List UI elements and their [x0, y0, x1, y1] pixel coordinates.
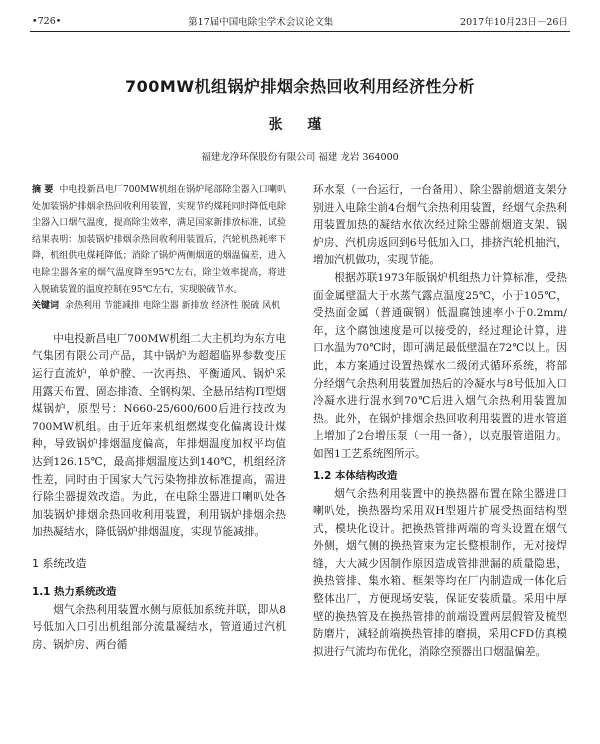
- conference-date: 2017年10月23日－26日: [460, 17, 568, 28]
- section-1-2-heading: 1.2 本体结构改造: [313, 469, 398, 482]
- keywords: [32, 298, 286, 315]
- abstract: [32, 182, 286, 298]
- continued-paragraph: 环水泵（一台运行，一台备用）、除尘器前烟道支架分别进入电除尘前4台烟气余热利用装置，经烟气余热利用装置加热的凝结水依次经过除尘器前烟道支架、锅炉房、汽机房返回到6号低加入口，排挤汽轮机抽汽，增加汽机做功，实现节能。: [313, 184, 567, 267]
- paper-title: 700MW机组锅炉排烟余热回收利用经济性分析: [125, 77, 475, 96]
- header-rule: [30, 31, 570, 32]
- keywords-label: 关键词: [32, 301, 60, 312]
- proceedings-title: 第17届中国电除尘学术会议论文集: [188, 17, 334, 28]
- section-1-1-heading: 1.1 热力系统改造: [32, 585, 117, 598]
- section-1-heading: 1 系统改造: [32, 556, 87, 570]
- section-1-1-text: 烟气余热利用装置水侧与原低加系统并联，即从8号低加入口引出机组部分流量凝结水，管道通过汽机房、锅炉房、两台循: [32, 603, 286, 652]
- author-name: 张 瑾: [268, 117, 332, 133]
- right-column: [313, 182, 567, 661]
- spacer: [32, 315, 286, 331]
- corrosion-paragraph: 根据苏联1973年版锅炉机组热力计算标准，受热面金属壁温大于水蒸气露点温度25℃，小于105℃，受热面金属（普通碳钢）低温腐蚀速率小于0.2mm/年，这个腐蚀速度是可以接受的，经过理论计算，进口水温为70℃时，即可满足最低壁温在72℃以上。因此，本方案通过设置热媒水二级闭式循环系统，将部分经烟气余热利用装置加热后的冷凝水与8号低加入口冷凝水进行混水到70℃后进入烟气余热利用装置加热。此外，在锅炉排烟余热回收利用装置的进水管道上增加了2台增压泵（一用一备），以克服管道阻力。如图1工艺系统图所示。: [313, 271, 567, 460]
- running-header: [32, 13, 568, 29]
- page-number: •726•: [32, 15, 62, 27]
- left-column: [32, 182, 286, 655]
- abstract-text: 中电投新昌电厂700MW机组在锅炉尾部除尘器入口喇叭处加装锅炉排烟余热回收利用装置，实现节约煤耗同时降低电除尘器入口烟气温度，提高除尘效率，满足国家新排放标准，试验结果表明：加装锅炉排烟余热回收利用装置后，汽轮机热耗率下降，机组供电煤耗降低；消除了锅炉两侧烟道的烟温偏差，进入电除尘器各室的烟气温度降至95℃左右，除尘效率提高，将进入脱硫装置的温度控制在95℃左右，实现脱硫节水。: [32, 185, 286, 295]
- author-affiliation: 福建龙净环保股份有限公司 福建 龙岩 364000: [201, 152, 399, 163]
- section-1-2-text: 烟气余热利用装置中的换热器布置在除尘器进口喇叭处，换热器均采用双H型翅片扩展受热面结构型式，模块化设计。把换热管排两端的弯头设置在烟气外侧，烟气侧的换热管束为定长整根制作，无对接焊缝，大大减少因制作原因造成管排泄漏的质量隐患，换热管排、集水箱、框架等均在厂内制造成一体化后整体出厂，方便现场安装，保证安装质量。采用中厚壁的换热管及在换热管排的前端设置两层假管及梳型防磨片，减轻前端换热管排的磨损，采用CFD仿真模拟进行气流均布优化，消除空预器出口烟温偏差。: [313, 487, 567, 658]
- abstract-label: 摘 要: [32, 185, 54, 195]
- intro-paragraph: 中电投新昌电厂700MW机组二大主机均为东方电气集团有限公司产品，其中锅炉为超超临界参数变压运行直流炉，单炉膛、一次再热、平衡通风、锅炉采用露天布置、固态排渣、全钢构架、全悬吊结构П型烟煤锅炉，原型号：N660-25/600/600后进行技改为700MW机组。由于近年来机组燃煤变化偏离设计煤种，导致锅炉排烟温度偏高，年排烟温度加权平均值达到126.15℃，最高排烟温度达到140℃，机组经济性差，同时由于国家大气污染物排放标准提高，需进行除尘器提效改造。为此，在电除尘器进口喇叭处各加装锅炉排烟余热回收利用装置，利用锅炉排烟余热加热凝结水，降低锅炉排烟温度，实现节能减排。: [32, 332, 286, 539]
- keywords-text: 余热利用 节能减排 电除尘器 新排放 经济性 脱硫 风机: [65, 301, 281, 312]
